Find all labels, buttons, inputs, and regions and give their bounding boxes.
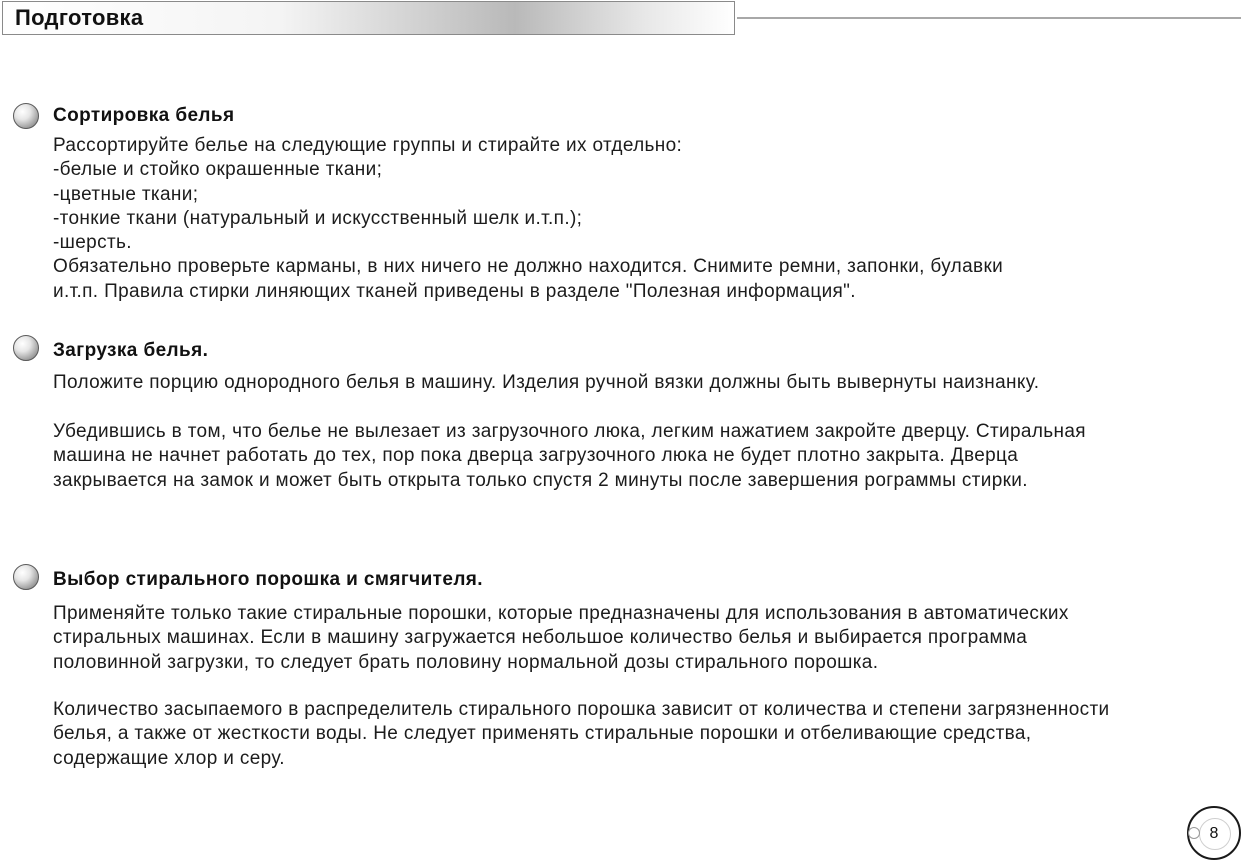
section-title-detergent: Выбор стирального порошка и смягчителя.	[53, 569, 483, 590]
page-number: 8	[1209, 825, 1219, 842]
page-number-badge	[1187, 806, 1241, 860]
text-line: -белые и стойко окрашенные ткани;	[53, 159, 383, 181]
section-bullet-icon	[13, 335, 39, 361]
text-line: Положите порцию однородного белья в машину. Изделия ручной вязки должны быть вывернуты наизнанку.	[53, 372, 1040, 393]
text-line: Рассортируйте белье на следующие группы и стирайте их отдельно:	[53, 135, 683, 156]
detergent-paragraph-1	[53, 602, 1069, 675]
section-bullet-icon	[13, 103, 39, 129]
text-line: -шерсть.	[53, 232, 132, 254]
text-line: машина не начнет работать до тех, пор пока дверца загрузочного люка не будет плотно закрыта. Дверца	[53, 445, 1019, 467]
text-line: Обязательно проверьте карманы, в них ничего не должно находится. Снимите ремни, запонки, булавки	[53, 256, 1004, 278]
text-line: и.т.п. Правила стирки линяющих тканей приведены в разделе "Полезная информация".	[53, 280, 856, 302]
loading-paragraph-2	[53, 420, 1086, 493]
text-line: -цветные ткани;	[53, 183, 199, 205]
section-header-bar	[2, 1, 735, 35]
text-line: закрывается на замок и может быть открыта только спустя 2 минуты после завершения рограммы стирки.	[53, 469, 1028, 491]
text-line: -тонкие ткани (натуральный и искусственный шелк и.т.п.);	[53, 207, 583, 229]
section-title-sorting: Сортировка белья	[53, 105, 235, 126]
text-line: Количество засыпаемого в распределитель стирального порошка зависит от количества и степени загрязненности	[53, 699, 1110, 720]
text-line: белья, а также от жесткости воды. Не следует применять стиральные порошки и отбеливающие средства,	[53, 723, 1032, 745]
text-line: Убедившись в том, что белье не вылезает из загрузочного люка, легким нажатием закройте дверцу. Стиральная	[53, 421, 1086, 442]
loading-paragraph-1	[53, 371, 1039, 395]
text-line: Применяйте только такие стиральные порошки, которые предназначены для использования в автоматических	[53, 603, 1069, 624]
sorting-paragraph	[53, 134, 1003, 304]
text-line: содержащие хлор и серу.	[53, 747, 285, 769]
section-bullet-icon	[13, 564, 39, 590]
detergent-paragraph-2	[53, 698, 1110, 771]
text-line: стиральных машинах. Если в машину загружается небольшое количество белья и выбирается программа	[53, 627, 1028, 649]
text-line: половинной загрузки, то следует брать половину нормальной дозы стирального порошка.	[53, 651, 879, 673]
page-title: Подготовка	[15, 5, 144, 30]
section-title-loading: Загрузка белья.	[53, 340, 209, 361]
header-rule	[737, 17, 1241, 19]
